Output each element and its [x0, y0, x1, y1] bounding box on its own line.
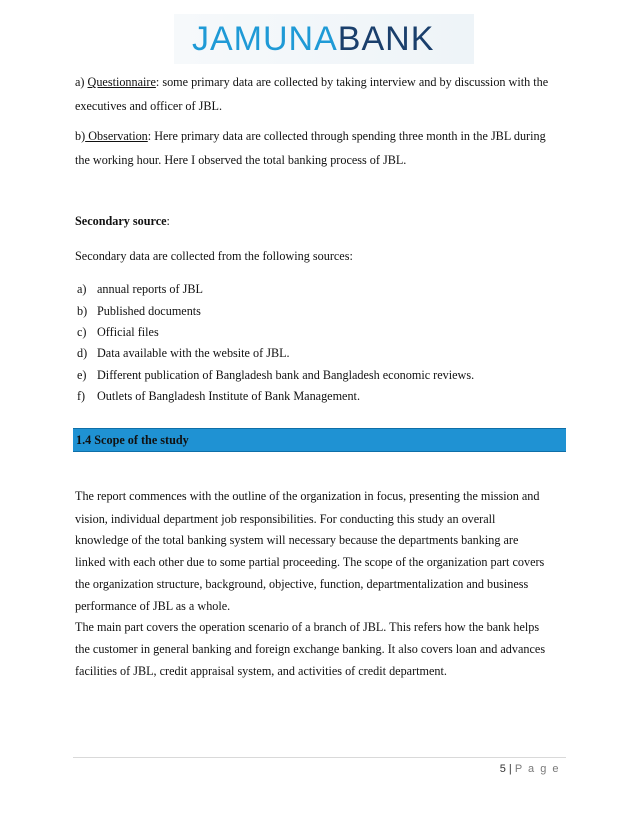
bank-logo — [174, 14, 474, 64]
questionnaire-term: Questionnaire — [87, 75, 156, 89]
page-number: 5 — [499, 763, 506, 775]
secondary-heading-text: Secondary source — [75, 214, 167, 228]
questionnaire-line-2: executives and officer of JBL. — [75, 99, 222, 113]
list-item: Official files — [97, 325, 159, 339]
page-label: P a g e — [514, 763, 560, 775]
questionnaire-text-1: : some primary data are collected by taking interview and by discussion with the — [155, 75, 549, 89]
footer-divider — [73, 757, 566, 758]
list-item-marker: f) — [77, 389, 86, 403]
list-item-marker: c) — [77, 325, 87, 339]
questionnaire-prefix: a) — [75, 75, 88, 89]
list-item: Different publication of Bangladesh bank and Bangladesh economic reviews. — [97, 368, 475, 382]
footer-separator: | — [505, 763, 515, 775]
scope-line: The report commences with the outline of the organization in focus, presenting the mission and — [75, 489, 540, 503]
logo-text-bank: BANK — [337, 20, 435, 58]
scope-line: the organization structure, background, objective, function, departmentalization and business — [75, 577, 529, 591]
list-item-marker: d) — [77, 346, 88, 360]
scope-line: vision, individual department job responsibilities. For conducting this study an overall — [75, 512, 496, 526]
observation-text-1: : Here primary data are collected through spending three month in the JBL during — [147, 129, 546, 143]
scope-line: The main part covers the operation scenario of a branch of JBL. This refers how the bank helps — [75, 620, 540, 634]
scope-line: linked with each other due to some partial proceeding. The scope of the organization part covers — [75, 555, 545, 569]
observation-line-1 — [75, 129, 565, 143]
secondary-heading — [75, 214, 565, 228]
list-item-marker: b) — [77, 304, 88, 318]
section-title: 1.4 Scope of the study — [76, 433, 189, 447]
observation-line-2: the working hour. Here I observed the total banking process of JBL. — [75, 153, 407, 167]
scope-line: knowledge of the total banking system will necessary because the departments banking are — [75, 533, 519, 547]
scope-line: the customer in general banking and foreign exchange banking. It also covers loan and advances — [75, 642, 546, 656]
observation-prefix: b) — [75, 129, 86, 143]
list-item-marker: a) — [77, 282, 87, 296]
scope-line: facilities of JBL, credit appraisal system, and activities of credit department. — [75, 664, 447, 678]
page-footer — [500, 763, 560, 775]
logo-wordmark — [192, 16, 434, 62]
observation-term: Observation — [85, 129, 148, 143]
list-item: annual reports of JBL — [97, 282, 203, 296]
secondary-heading-colon: : — [166, 214, 170, 228]
scope-line: performance of JBL as a whole. — [75, 599, 231, 613]
logo-text-jamuna: JAMUNA — [192, 20, 338, 58]
list-item: Data available with the website of JBL. — [97, 346, 290, 360]
list-item: Published documents — [97, 304, 201, 318]
list-item: Outlets of Bangladesh Institute of Bank Management. — [97, 389, 360, 403]
list-item-marker: e) — [77, 368, 87, 382]
questionnaire-line-1 — [75, 75, 565, 89]
secondary-intro: Secondary data are collected from the following sources: — [75, 249, 353, 263]
section-banner — [73, 428, 566, 452]
